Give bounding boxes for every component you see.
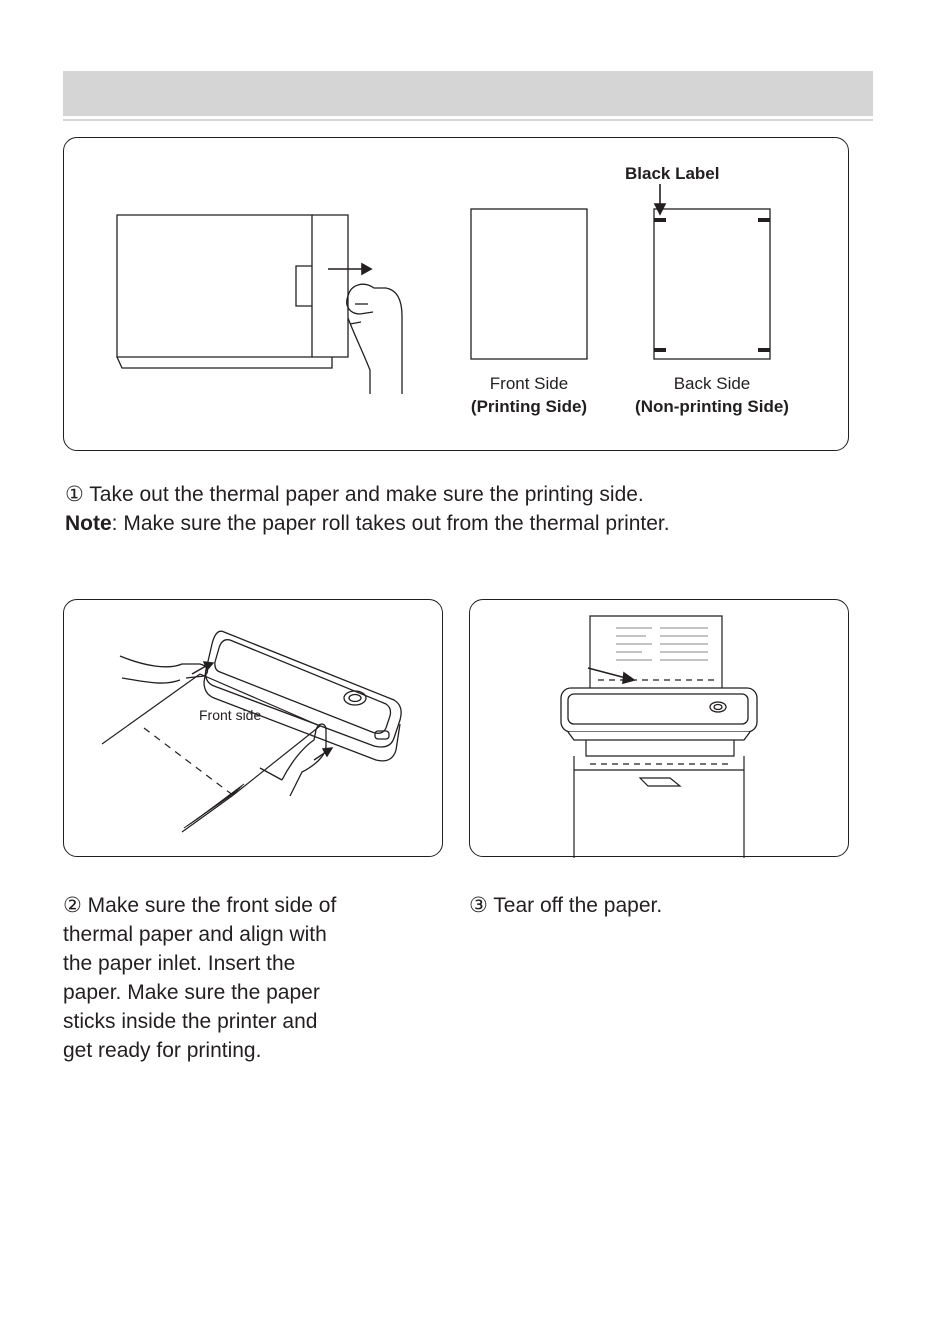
section-header-bar: [63, 71, 873, 116]
step2-line: get ready for printing.: [63, 1039, 262, 1062]
step2-line: ② Make sure the front side of: [63, 894, 337, 917]
step2-instruction: [63, 891, 433, 1065]
front-side-caption: Front Side: [489, 374, 569, 393]
black-label-caption: Black Label: [625, 164, 720, 183]
step2-line: thermal paper and align with: [63, 923, 327, 946]
printer-button-icon: [344, 691, 366, 705]
paper-stack: [184, 784, 244, 828]
printer-body: [561, 688, 757, 740]
front-side-sheet: [471, 209, 587, 359]
step2-line: sticks inside the printer and: [63, 1010, 318, 1033]
step1-note: [65, 509, 670, 538]
tear-paper-panel: [469, 599, 849, 857]
back-side-sheet: [654, 209, 770, 359]
insert-paper-panel: [63, 599, 443, 857]
right-hand-icon: [260, 724, 326, 796]
back-side-subcaption: (Non-printing Side): [635, 397, 789, 416]
paper-feed: [574, 740, 744, 858]
paper-orientation-panel: [63, 137, 849, 451]
step2-line: paper. Make sure the paper: [63, 981, 320, 1004]
black-label-marks: [654, 218, 770, 352]
hand-icon: [347, 284, 402, 394]
insert-paper-illustration: [64, 600, 444, 858]
note-text: : Make sure the paper roll takes out from the thermal printer.: [111, 512, 670, 535]
step1-instruction: ① Take out the thermal paper and make sure the printing side.: [65, 483, 644, 506]
printed-text-lines: [616, 628, 708, 660]
left-hand-icon: [120, 656, 207, 683]
front-side-subcaption: (Printing Side): [470, 397, 588, 416]
section-header-rule: [63, 119, 873, 121]
pull-arrow-icon: [328, 264, 371, 274]
tear-arrow-icon: [588, 668, 634, 683]
tear-paper-illustration: [470, 600, 850, 858]
paper-pack-illustration: [117, 215, 348, 368]
note-label: Note: [65, 512, 112, 535]
printer-body: [204, 631, 401, 761]
step2-line: the paper inlet. Insert the: [63, 952, 296, 975]
back-side-caption: Back Side: [673, 374, 751, 393]
front-side-label: Front side: [199, 707, 262, 723]
step3-instruction: ③ Tear off the paper.: [469, 894, 663, 917]
